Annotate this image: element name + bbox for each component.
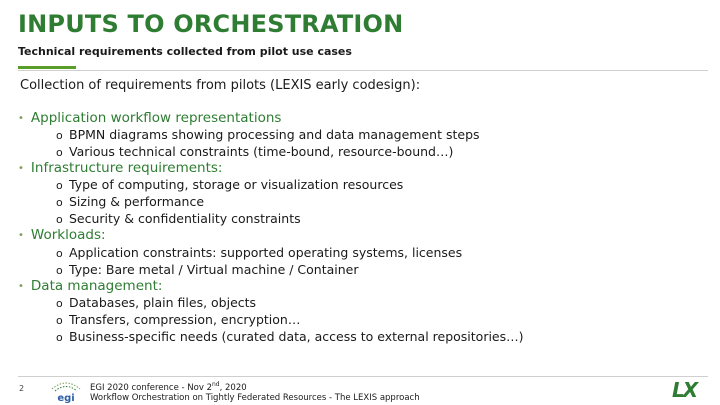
list-item — [56, 144, 453, 159]
list-item-text: Sizing & performance — [69, 194, 205, 209]
list-item-text: Application constraints: supported operating systems, licenses — [69, 245, 463, 260]
list-item — [56, 127, 480, 142]
sub-bullet-marker: o — [56, 314, 63, 327]
bullet-marker: • — [18, 281, 24, 292]
intro-text: Collection of requirements from pilots (LEXIS early codesign): — [20, 78, 421, 93]
section-heading-label: Infrastructure requirements: — [30, 160, 223, 176]
list-item — [56, 245, 462, 260]
sub-bullet-marker: o — [56, 196, 63, 209]
egi-logo-icon — [48, 379, 84, 403]
list-item — [56, 211, 301, 226]
list-item — [56, 262, 359, 277]
conference-suffix: , 2020 — [219, 382, 247, 393]
section-heading — [18, 227, 106, 243]
sub-bullet-marker: o — [56, 213, 63, 226]
section-heading-label: Application workflow representations — [30, 110, 282, 126]
conference-info — [90, 381, 247, 393]
list-item-text: Databases, plain files, objects — [69, 295, 257, 310]
header-divider — [18, 70, 708, 71]
list-item-text: Type: Bare metal / Virtual machine / Container — [69, 262, 359, 277]
sub-bullet-marker: o — [56, 264, 63, 277]
section-heading — [18, 278, 162, 294]
bullet-marker: • — [18, 230, 24, 241]
section-heading-label: Data management: — [30, 278, 163, 294]
sub-bullet-marker: o — [56, 247, 63, 260]
lexis-logo-icon: LX — [672, 378, 697, 402]
accent-bar — [18, 66, 76, 69]
conference-superscript: nd — [211, 381, 220, 388]
list-item-text: Type of computing, storage or visualization resources — [69, 177, 404, 192]
list-item — [56, 177, 403, 192]
list-item — [56, 295, 256, 310]
footer-divider — [18, 376, 708, 377]
list-item-text: Transfers, compression, encryption… — [69, 312, 301, 327]
list-item — [56, 312, 300, 327]
page-number: 2 — [19, 384, 25, 393]
section-heading — [18, 160, 222, 176]
slide-subtitle: Technical requirements collected from pilot use cases — [18, 45, 352, 58]
sub-bullet-marker: o — [56, 331, 63, 344]
egi-logo-text: egi — [57, 393, 75, 403]
sub-bullet-marker: o — [56, 179, 63, 192]
section-heading — [18, 110, 281, 126]
slide-title: INPUTS TO ORCHESTRATION — [18, 10, 404, 38]
sub-bullet-marker: o — [56, 129, 63, 142]
bullet-marker: • — [18, 163, 24, 174]
sub-bullet-marker: o — [56, 146, 63, 159]
list-item-text: BPMN diagrams showing processing and data management steps — [69, 127, 480, 142]
list-item-text: Security & confidentiality constraints — [69, 211, 301, 226]
bullet-marker: • — [18, 113, 24, 124]
conference-prefix: EGI 2020 conference - Nov 2 — [90, 382, 212, 393]
list-item — [56, 194, 204, 209]
sub-bullet-marker: o — [56, 297, 63, 310]
list-item-text: Various technical constraints (time-bound, resource-bound…) — [69, 144, 454, 159]
list-item-text: Business-specific needs (curated data, access to external repositories…) — [69, 329, 524, 344]
talk-title: Workflow Orchestration on Tightly Federated Resources - The LEXIS approach — [90, 393, 420, 403]
section-heading-label: Workloads: — [30, 227, 106, 243]
list-item — [56, 329, 524, 344]
